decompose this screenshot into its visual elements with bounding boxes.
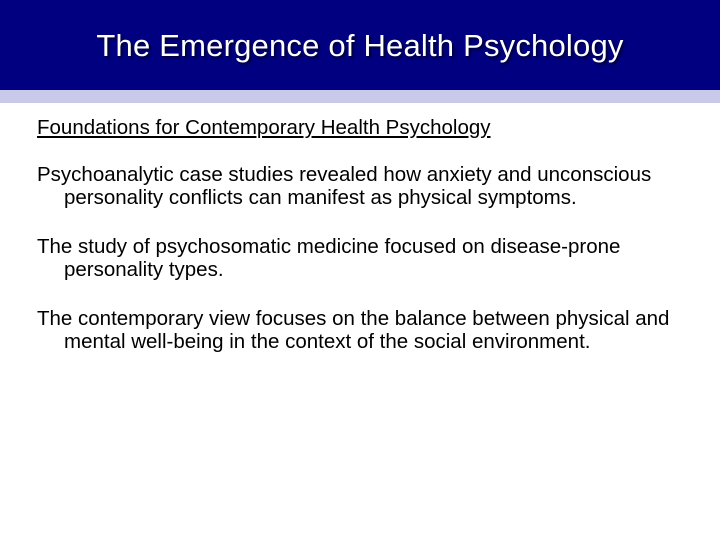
slide-title: The Emergence of Health Psychology — [96, 28, 624, 63]
accent-stripe — [0, 90, 720, 103]
slide-body — [37, 116, 677, 379]
paragraph-psychoanalytic: Psychoanalytic case studies revealed how anxiety and unconscious personality conflicts can manifest as physical symptoms. — [37, 163, 652, 209]
paragraph-contemporary: The contemporary view focuses on the balance between physical and mental well-being in the context of the social environment. — [37, 307, 670, 353]
section-subheading: Foundations for Contemporary Health Psychology — [37, 116, 491, 139]
paragraph-psychosomatic: The study of psychosomatic medicine focused on disease-prone personality types. — [37, 235, 621, 281]
title-bar — [0, 0, 720, 90]
